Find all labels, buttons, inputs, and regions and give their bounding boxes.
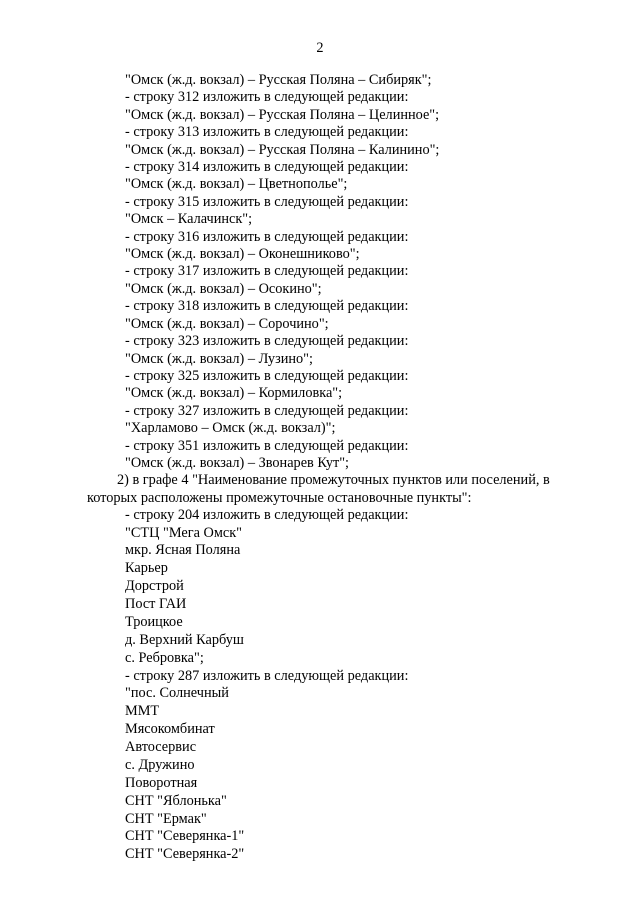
page-number: 2	[316, 40, 324, 56]
document-body	[0, 72, 640, 864]
amendment-line: - строку 351 изложить в следующей редакции:	[125, 437, 409, 454]
amendment-line: "Омск (ж.д. вокзал) – Русская Поляна – Калинино";	[125, 141, 440, 158]
amendment-line: - строку 323 изложить в следующей редакции:	[125, 333, 409, 350]
amendment-line: "Омск (ж.д. вокзал) – Лузино";	[125, 350, 313, 367]
stop-list-item: СНТ "Яблонька"	[125, 792, 227, 809]
stop-list-item: Карьер	[125, 560, 168, 577]
row-204-intro: - строку 204 изложить в следующей редакции:	[125, 507, 409, 524]
amendment-line: "Харламово – Омск (ж.д. вокзал)";	[125, 420, 336, 437]
stop-list-item: СНТ "Ермак"	[125, 810, 207, 827]
amendment-line: - строку 312 изложить в следующей редакции:	[125, 89, 409, 106]
stop-list-item: мкр. Ясная Поляна	[125, 542, 241, 559]
stop-list-item: д. Верхний Карбуш	[125, 632, 244, 648]
amendment-line: - строку 316 изложить в следующей редакции:	[125, 228, 409, 245]
stop-list-item: с. Дружино	[125, 756, 195, 773]
amendment-lines	[0, 72, 640, 472]
stop-list-item: Троицкое	[125, 614, 183, 631]
stop-list-item: Мясокомбинат	[125, 721, 215, 738]
stop-list-item: СНТ "Северянка-1"	[125, 828, 245, 845]
row-204-stops-list	[0, 525, 640, 668]
row-287-stops-list	[0, 685, 640, 864]
stop-list-item: с. Ребровка";	[125, 649, 204, 666]
row-287-intro: - строку 287 изложить в следующей редакции:	[125, 667, 409, 684]
amendment-line: "Омск (ж.д. вокзал) – Оконешниково";	[125, 246, 360, 263]
amendment-line: "Омск (ж.д. вокзал) – Русская Поляна – Целинное";	[125, 106, 440, 123]
amendment-line: "Омск (ж.д. вокзал) – Цветнополье";	[125, 176, 348, 193]
amendment-line: "Омск (ж.д. вокзал) – Кормиловка";	[125, 385, 343, 402]
amendment-line: - строку 314 изложить в следующей редакции:	[125, 159, 409, 176]
amendment-line: - строку 315 изложить в следующей редакции:	[125, 193, 409, 210]
amendment-line: "Омск (ж.д. вокзал) – Звонарев Кут";	[125, 454, 350, 471]
amendment-line: - строку 317 изложить в следующей редакции:	[125, 263, 409, 280]
amendment-line: - строку 318 изложить в следующей редакции:	[125, 298, 409, 315]
stop-list-item: Поворотная	[125, 774, 198, 791]
amendment-line: "Омск (ж.д. вокзал) – Сорочино";	[125, 315, 329, 332]
stop-list-item: СНТ "Северянка-2"	[125, 846, 245, 863]
stop-list-item: "пос. Солнечный	[125, 685, 229, 702]
amendment-line: - строку 313 изложить в следующей редакции:	[125, 124, 409, 141]
paragraph-2-line-2: которых расположены промежуточные остановочные пункты":	[87, 489, 472, 506]
amendment-line: - строку 327 изложить в следующей редакции:	[125, 402, 409, 419]
amendment-line: "Омск (ж.д. вокзал) – Русская Поляна – Сибиряк";	[125, 72, 432, 88]
paragraph-2-line-1: 2) в графе 4 "Наименование промежуточных пунктов или поселений, в	[117, 472, 550, 489]
stop-list-item: Автосервис	[125, 738, 197, 755]
stop-list-item: "СТЦ "Мега Омск"	[125, 524, 242, 541]
stop-list-item: Дорстрой	[125, 578, 184, 595]
amendment-line: "Омск – Калачинск";	[125, 211, 253, 228]
amendment-line: "Омск (ж.д. вокзал) – Осокино";	[125, 280, 322, 297]
stop-list-item: ММТ	[125, 703, 160, 720]
stop-list-item: Пост ГАИ	[125, 596, 187, 613]
amendment-line: - строку 325 изложить в следующей редакции:	[125, 367, 409, 384]
